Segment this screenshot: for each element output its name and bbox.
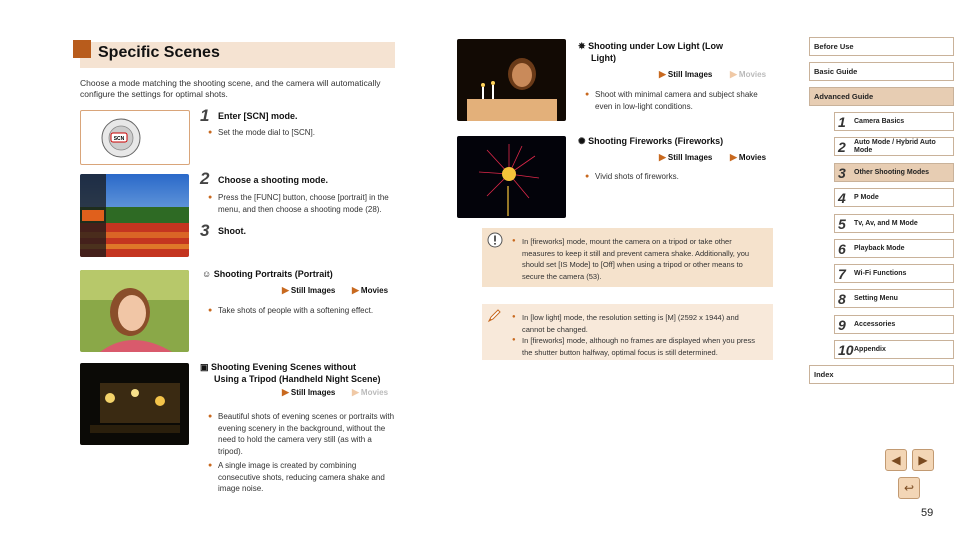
sidebar-chapter-3[interactable]: 3 Other Shooting Modes [834,163,954,182]
low-light-still-tag: ▶ Still Images [659,69,713,79]
sidebar-chapter-10[interactable]: 10 Appendix [834,340,954,359]
night-bullet-2: ● A single image is created by combining consecutive shots, reducing camera shake and image noise. [208,460,398,495]
fireworks-movies-tag: ▶ Movies [730,152,767,162]
fireworks-icon: ✺ [578,136,586,146]
mode-dial-image [80,110,190,165]
step-3-heading: Shoot. [218,226,246,236]
night-scene-image [80,363,189,445]
chevron-left-icon: ◀ [891,453,901,467]
sidebar-chapter-2[interactable]: 2 Auto Mode / Hybrid Auto Mode [834,137,954,156]
sidebar-chapter-6[interactable]: 6 Playback Mode [834,239,954,258]
night-still-tag: ▶ Still Images [282,387,336,397]
portrait-image [80,270,189,352]
sidebar-chapter-8[interactable]: 8 Setting Menu [834,289,954,308]
step-2-bullet: ● Press the [FUNC] button, choose [portrait] in the menu, and then choose a shooting mode (28). [208,192,398,215]
next-page-button[interactable] [912,449,934,471]
sidebar-advanced-guide[interactable]: Advanced Guide [809,87,954,106]
prev-page-button[interactable] [885,449,907,471]
sidebar-chapter-4[interactable]: 4 P Mode [834,188,954,207]
sidebar-chapter-7[interactable]: 7 Wi-Fi Functions [834,264,954,283]
night-icon: ▣ [200,362,209,372]
caution-text: ● In [fireworks] mode, mount the camera on a tripod or take other measures to keep it still and prevent camera shake. Additionally, you should set [IS Mode] to [Off] when using a tripod or other means to secure the camera (53). [512,236,757,282]
page-title: Specific Scenes [98,44,220,61]
fireworks-still-tag: ▶ Still Images [659,152,713,162]
pencil-icon [486,308,502,329]
fireworks-heading: ✺ Shooting Fireworks (Fireworks) [578,136,724,146]
step-2-heading: Choose a shooting mode. [218,175,329,185]
sidebar-index[interactable]: Index [809,365,954,384]
portrait-heading: ☺ Shooting Portraits (Portrait) [202,269,333,279]
title-marker [73,40,91,58]
fireworks-bullet: ● Vivid shots of fireworks. [585,171,775,183]
note-item-1: ● In [low light] mode, the resolution setting is [M] (2592 x 1944) and cannot be changed. [512,312,757,335]
step-2-number: 2 [200,169,210,188]
step-1-heading: Enter [SCN] mode. [218,111,298,121]
low-light-movies-tag: ▶ Movies [730,69,767,79]
portrait-movies-tag: ▶ Movies [352,285,389,295]
sidebar-chapter-9[interactable]: 9 Accessories [834,315,954,334]
step-1-bullet: ● Set the mode dial to [SCN]. [208,127,398,139]
low-light-bullet: ● Shoot with minimal camera and subject shake even in low-light conditions. [585,89,775,112]
low-light-image [457,39,566,121]
low-light-icon: ✵ [578,41,586,51]
sidebar-before-use[interactable]: Before Use [809,37,954,56]
return-button[interactable] [898,477,920,499]
fireworks-image [457,136,566,218]
step-1-number: 1 [200,106,210,125]
note-item-2: ● In [fireworks] mode, although no frames are displayed when you press the shutter button halfway, optimal focus is still determined. [512,335,757,358]
caution-icon [487,232,503,253]
svg-text:SCN: SCN [113,136,125,142]
intro-text: Choose a mode matching the shooting scene, and the camera will automatically configure the settings for optimal shots. [80,78,381,99]
return-icon: ↩ [903,481,915,495]
low-light-heading: ✵ Shooting under Low Light (Low Light) [578,41,724,63]
step-3-number: 3 [200,221,210,240]
portrait-still-tag: ▶ Still Images [282,285,336,295]
sidebar-basic-guide[interactable]: Basic Guide [809,62,954,81]
portrait-icon: ☺ [202,269,212,279]
portrait-bullet: ● Take shots of people with a softening effect. [208,305,408,317]
page-number: 59 [921,507,934,519]
chevron-right-icon: ▶ [918,453,928,467]
night-movies-tag: ▶ Movies [352,387,389,397]
sidebar-chapter-5[interactable]: 5 Tv, Av, and M Mode [834,214,954,233]
sidebar-chapter-1[interactable]: 1 Camera Basics [834,112,954,131]
night-bullet-1: ● Beautiful shots of evening scenes or portraits with evening scenery in the background, without the need to hold the camera very still (as with a tripod). [208,411,398,457]
night-heading: ▣ Shooting Evening Scenes without Using a Tripod (Handheld Night Scene) [200,362,381,384]
scene-menu-image [80,174,189,257]
